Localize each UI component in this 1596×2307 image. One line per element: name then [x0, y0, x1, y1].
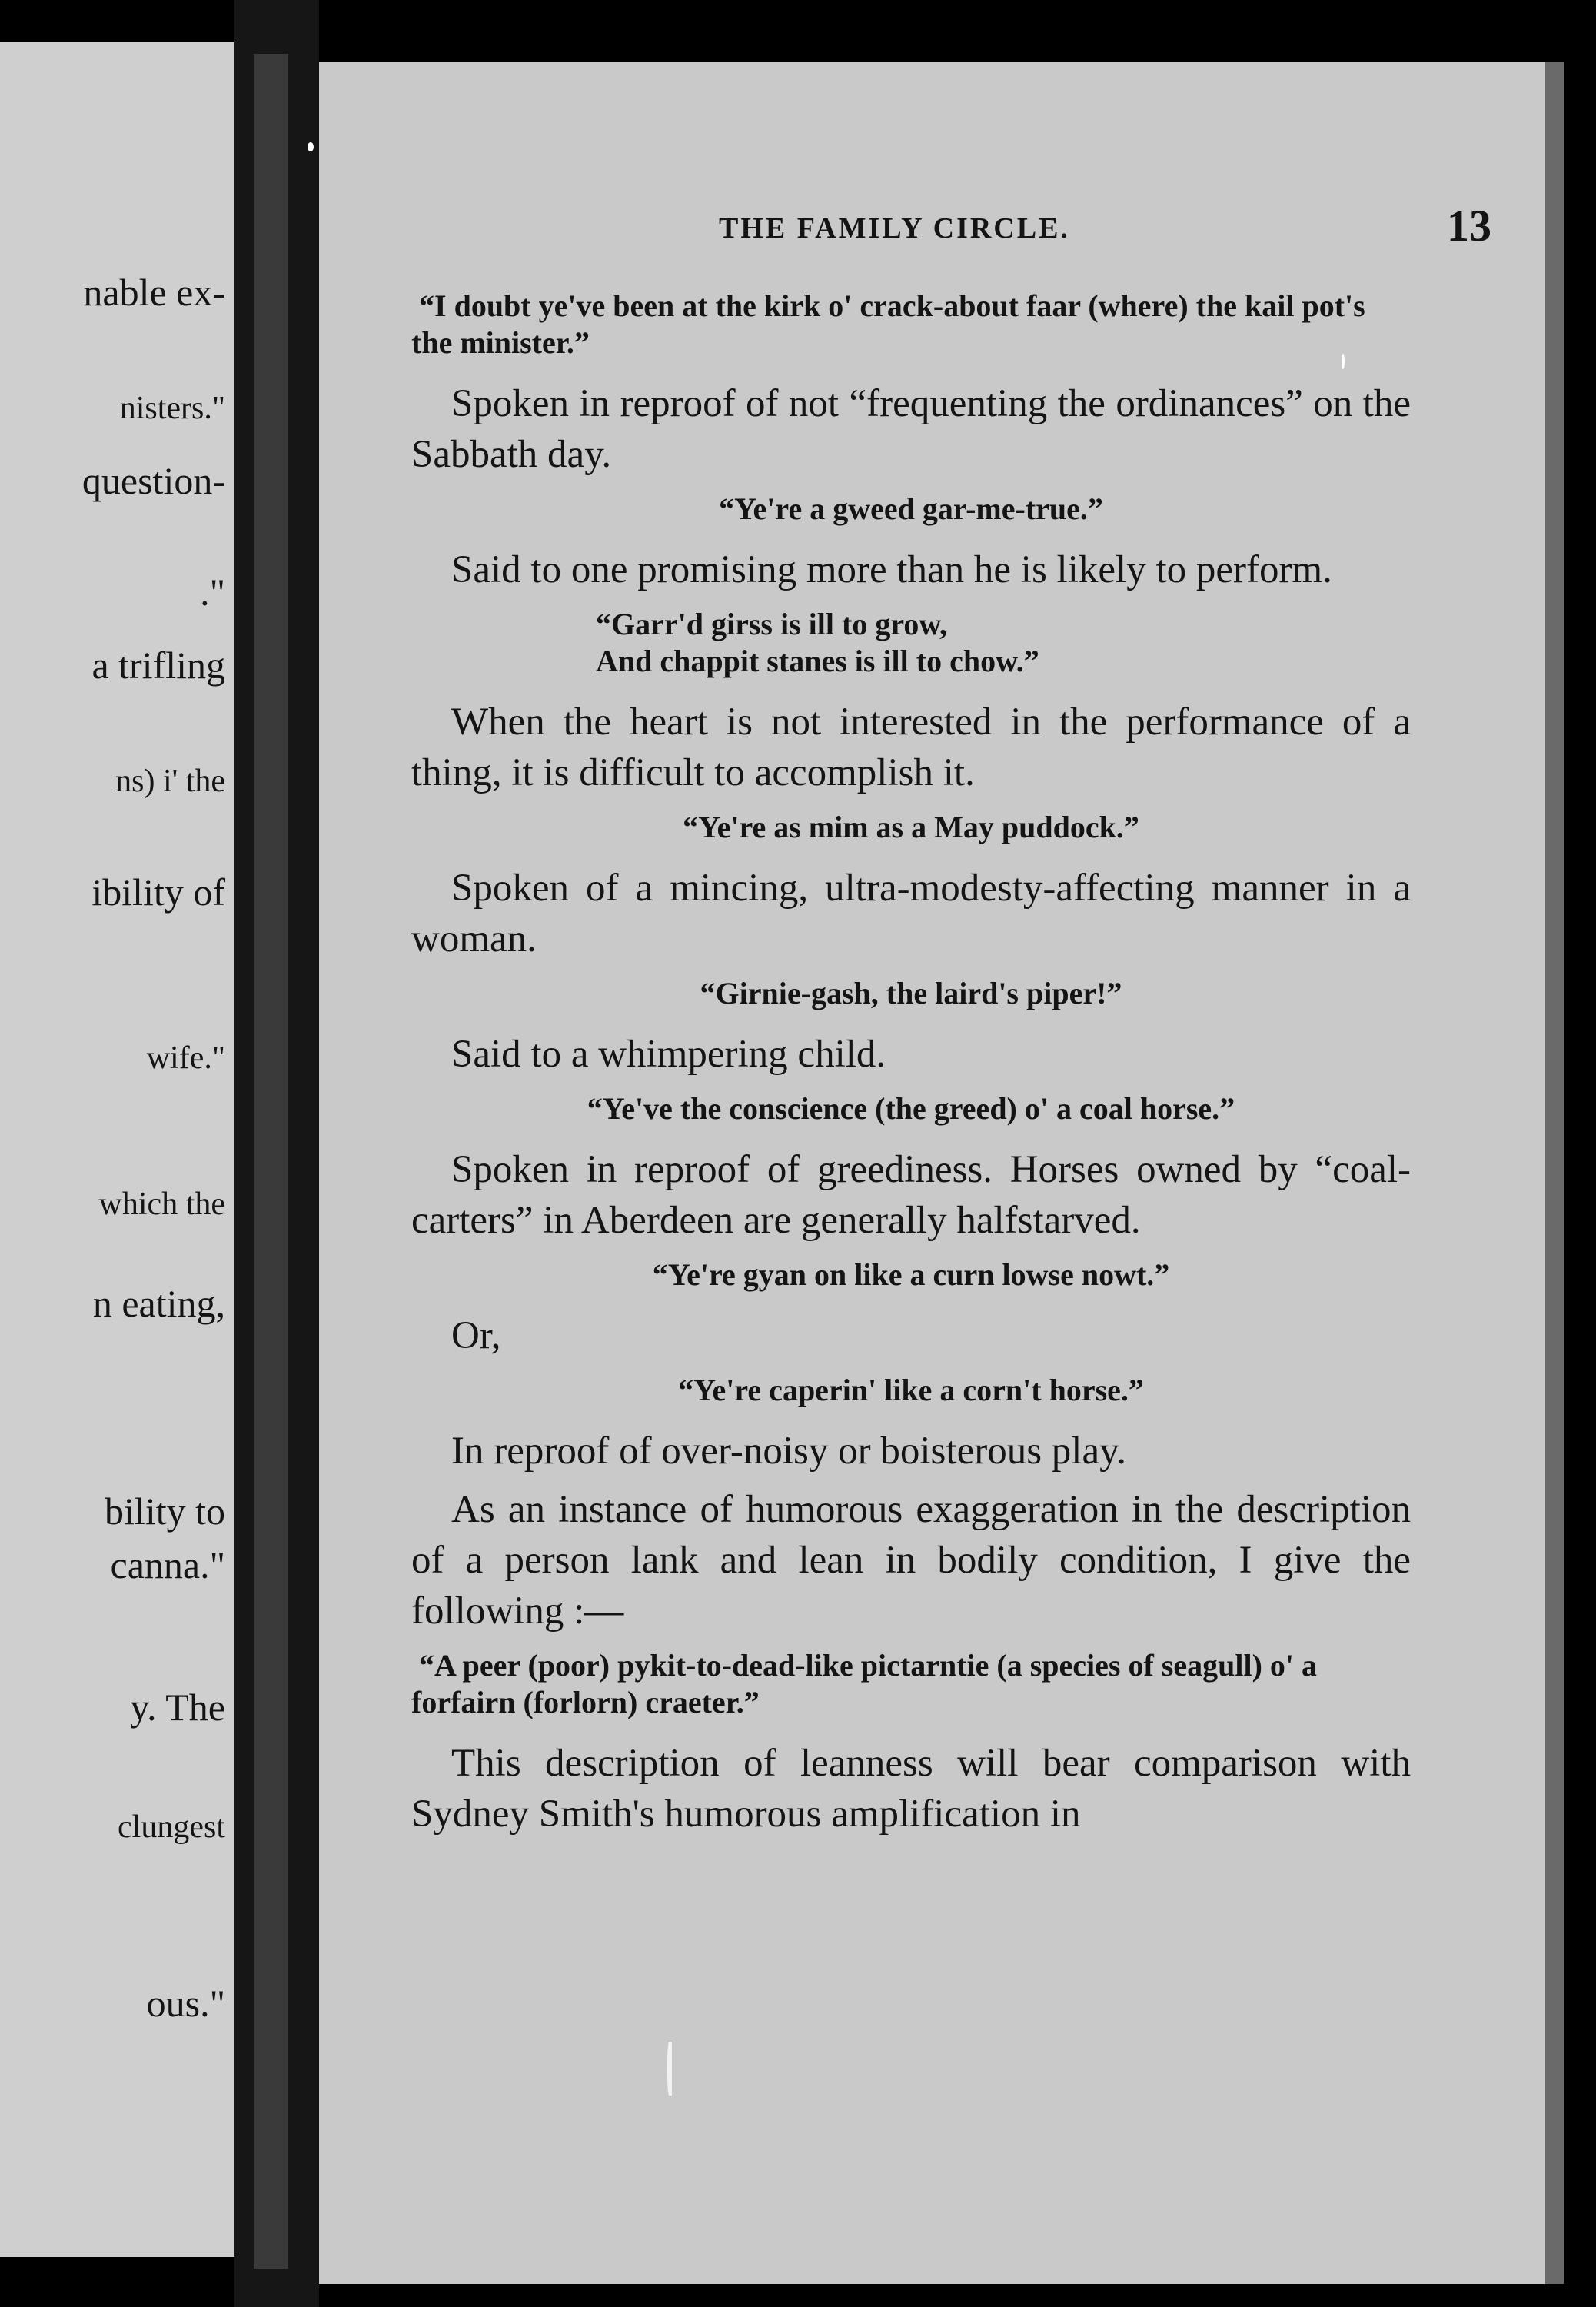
explanation-paragraph: This description of leanness will bear comparison with Sydney Smith's humorous amplification in [411, 1742, 1411, 1836]
left-fragment: ibility of [91, 871, 225, 914]
left-fragment: question- [81, 459, 225, 502]
explanation-paragraph: Spoken of a mincing, ultra-modesty-affecting manner in a woman. [411, 867, 1411, 960]
proverb-quote: “A peer (poor) pykit-to-dead-like pictarntie (a species of seagull) o' a forfairn (forlorn) craeter.” [411, 1648, 1318, 1719]
verse-line: And chappit stanes is ill to chow.” [596, 644, 1039, 678]
left-fragment: ." [200, 571, 225, 614]
left-fragment: n eating, [92, 1282, 225, 1325]
explanation-paragraph: As an instance of humorous exaggeration in the description of a person lank and lean in bodily condition, I give the following :— [411, 1488, 1411, 1633]
proverb-quote: “Ye're as mim as a May puddock.” [683, 810, 1139, 844]
explanation-paragraph: Or, [451, 1314, 501, 1357]
left-fragment: bility to [105, 1490, 225, 1533]
right-page [319, 62, 1564, 2284]
page-edge-shadow [1545, 62, 1564, 2284]
explanation-paragraph: In reproof of over-noisy or boisterous play. [451, 1430, 1127, 1473]
left-fragment: ns) i' the [115, 764, 225, 799]
explanation-paragraph: Said to a whimpering child. [451, 1033, 886, 1076]
left-fragment: canna." [110, 1543, 225, 1586]
proverb-quote: “I doubt ye've been at the kirk o' crack-about faar (where) the kail pot's the minister.” [411, 288, 1365, 360]
proverb-quote: “Ye're caperin' like a corn't horse.” [678, 1373, 1144, 1407]
proverb-quote: “Girnie-gash, the laird's piper!” [700, 976, 1122, 1010]
proverb-quote: “Ye've the conscience (the greed) o' a coal horse.” [587, 1091, 1235, 1126]
scan-speck [308, 142, 314, 151]
scan-speck [667, 2042, 672, 2096]
explanation-paragraph: Spoken in reproof of not “frequenting the ordinances” on the Sabbath day. [411, 382, 1411, 476]
left-fragment: a trifling [91, 644, 225, 687]
left-fragment: which the [98, 1187, 225, 1222]
proverb-quote: “Ye're gyan on like a curn lowse nowt.” [652, 1257, 1170, 1292]
explanation-paragraph: When the heart is not interested in the performance of a thing, it is difficult to accomplish it. [411, 701, 1411, 794]
explanation-paragraph: Said to one promising more than he is likely to perform. [451, 548, 1332, 591]
proverb-verse [411, 606, 1411, 680]
scan-speck [1342, 354, 1345, 369]
verse-line: “Garr'd girss is ill to grow, [596, 607, 948, 641]
explanation-paragraph: Spoken in reproof of greediness. Horses owned by “coal-carters” in Aberdeen are generally halfstarved. [411, 1148, 1411, 1242]
gutter-shadow [254, 54, 288, 2269]
left-fragment: nisters." [119, 391, 225, 426]
left-fragment: ous." [146, 1982, 225, 2025]
left-fragment: wife." [146, 1040, 225, 1076]
page-content [411, 277, 1411, 1847]
page-number: 13 [1447, 201, 1491, 251]
left-page [0, 42, 234, 2257]
running-header: THE FAMILY CIRCLE. [719, 212, 1070, 245]
proverb-quote: “Ye're a gweed gar-me-true.” [719, 491, 1103, 526]
left-fragment: y. The [130, 1686, 225, 1729]
left-fragment: clungest [118, 1809, 225, 1845]
left-fragment: nable ex- [83, 271, 225, 314]
